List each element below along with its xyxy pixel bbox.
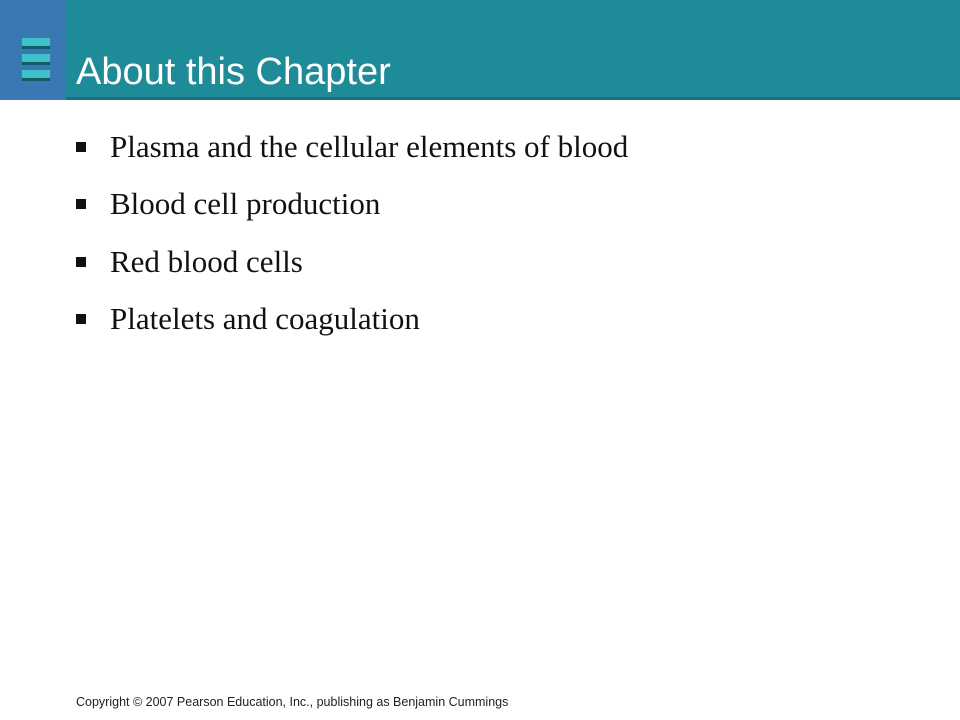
bullet-item [76, 233, 628, 291]
bullet-item [76, 291, 628, 349]
bullet-list [76, 118, 628, 348]
square-bullet-icon [76, 257, 86, 267]
bullet-text: Platelets and coagulation [110, 301, 420, 337]
footer-copyright: Copyright © 2007 Pearson Education, Inc., publishing as Benjamin Cummings [76, 695, 509, 709]
bullet-item [76, 118, 628, 176]
logo-stripe-icon [22, 70, 50, 81]
bullet-text: Blood cell production [110, 186, 381, 222]
bullet-item [76, 176, 628, 234]
slide-title: About this Chapter [76, 51, 391, 93]
square-bullet-icon [76, 199, 86, 209]
header-bar [0, 0, 960, 100]
square-bullet-icon [76, 314, 86, 324]
logo-stripe-icon [22, 38, 50, 49]
bullet-text: Plasma and the cellular elements of blood [110, 128, 629, 164]
logo [0, 0, 66, 100]
logo-stripe-icon [22, 54, 50, 65]
square-bullet-icon [76, 142, 86, 152]
bullet-text: Red blood cells [110, 243, 303, 279]
